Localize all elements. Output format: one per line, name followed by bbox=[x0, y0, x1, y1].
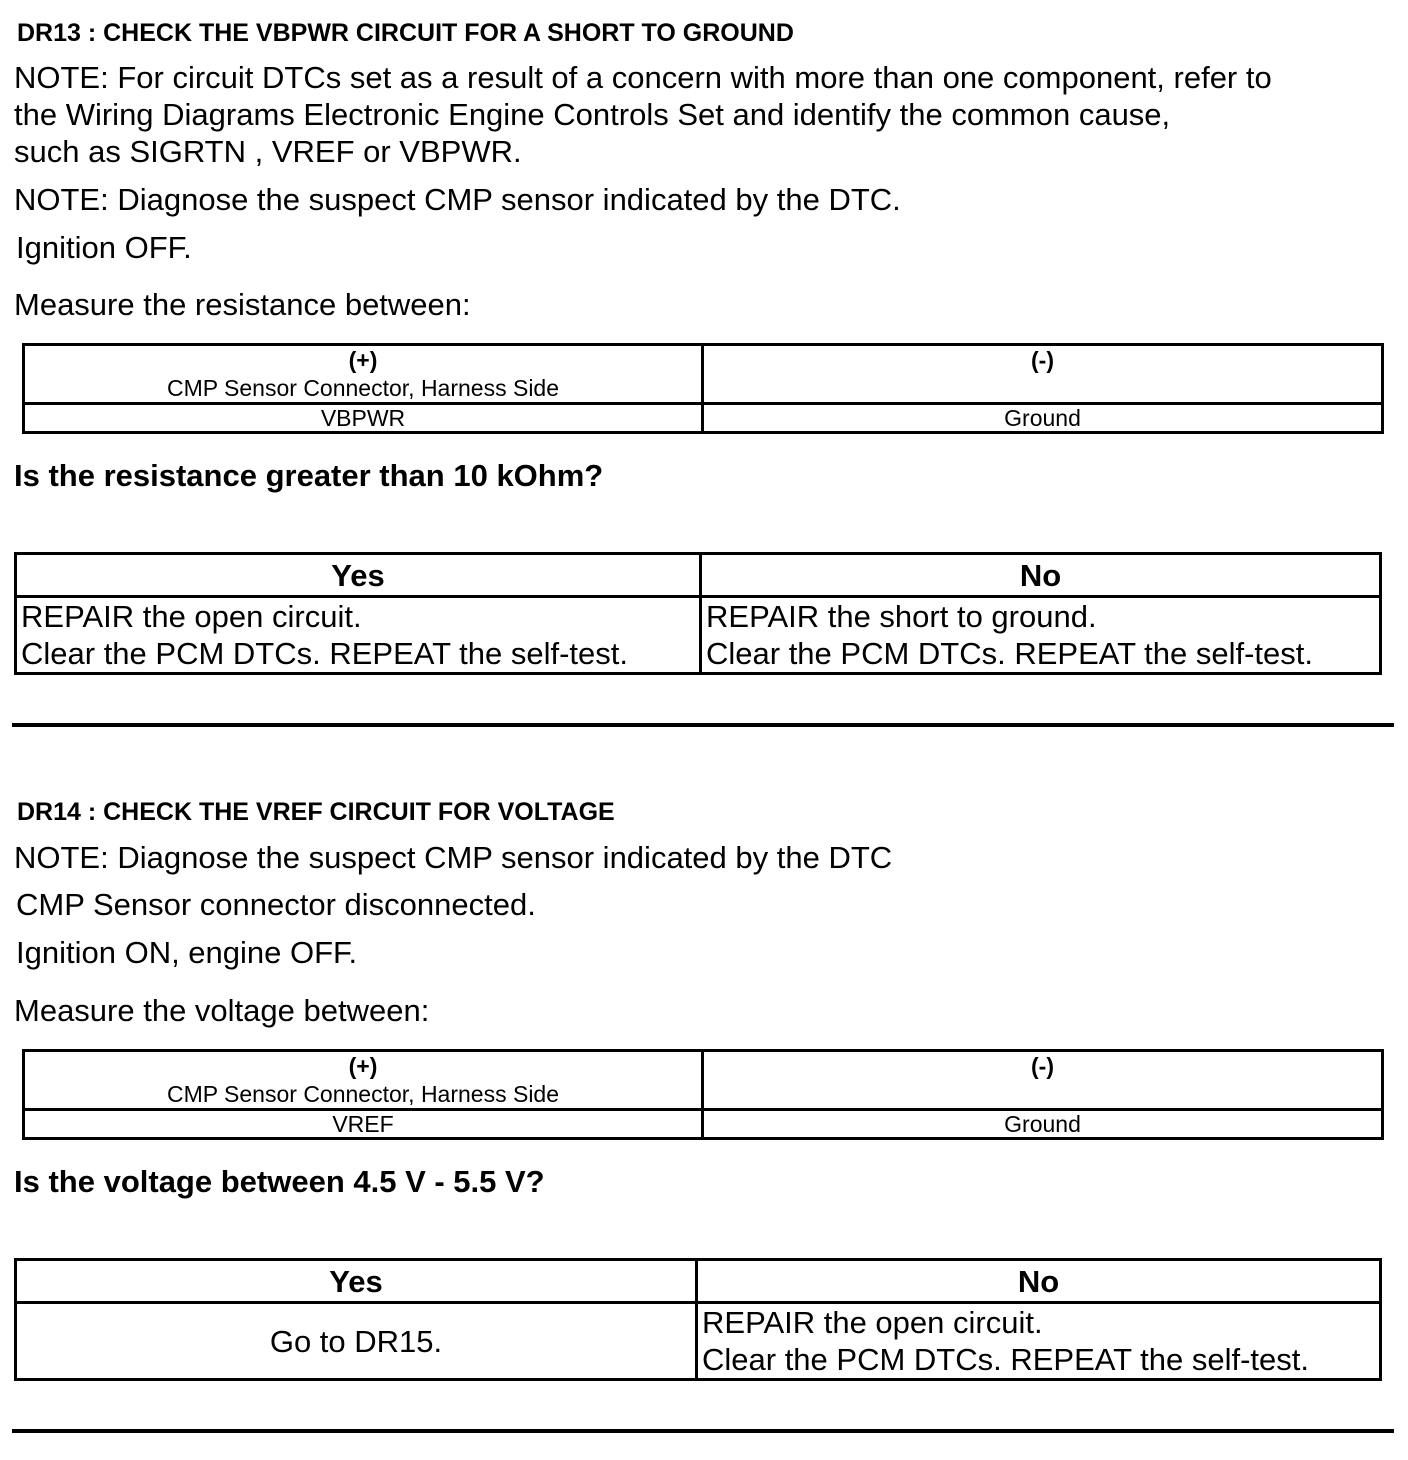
dr14-neg-header-cell bbox=[703, 1051, 1383, 1110]
dr13-yes-line2: Clear the PCM DTCs. REPEAT the self-test. bbox=[21, 636, 628, 671]
dr14-pos-header-cell bbox=[24, 1051, 703, 1110]
dr14-note1: NOTE: Diagnose the suspect CMP sensor indicated by the DTC bbox=[14, 840, 893, 875]
dr14-step-connector: CMP Sensor connector disconnected. bbox=[16, 887, 536, 922]
section-divider bbox=[12, 723, 1394, 727]
dr13-step-ignition: Ignition OFF. bbox=[16, 230, 192, 265]
dr13-measure-label: Measure the resistance between: bbox=[14, 287, 471, 322]
bottom-divider bbox=[12, 1429, 1394, 1433]
dr13-pos-sub: CMP Sensor Connector, Harness Side bbox=[166, 375, 560, 401]
dr13-pos-header-cell bbox=[24, 345, 703, 404]
dr14-no-line1: REPAIR the open circuit. bbox=[702, 1305, 1043, 1340]
dr13-note1-line2: the Wiring Diagrams Electronic Engine Controls Set and identify the common cause, bbox=[14, 97, 1171, 132]
dr13-heading: DR13 : CHECK THE VBPWR CIRCUIT FOR A SHORT TO GROUND bbox=[17, 19, 794, 47]
dr13-neg-value: Ground bbox=[703, 404, 1383, 433]
dr13-question: Is the resistance greater than 10 kOhm? bbox=[14, 458, 604, 493]
dr13-note1-line3: such as SIGRTN , VREF or VBPWR. bbox=[14, 134, 522, 169]
dr14-neg-header: (-) bbox=[1031, 1053, 1054, 1079]
dr13-note2: NOTE: Diagnose the suspect CMP sensor indicated by the DTC. bbox=[14, 182, 901, 217]
dr14-measure-table bbox=[22, 1049, 1384, 1140]
dr14-heading: DR14 : CHECK THE VREF CIRCUIT FOR VOLTAGE bbox=[17, 798, 615, 826]
dr14-step-ignition: Ignition ON, engine OFF. bbox=[16, 935, 358, 970]
dr14-no-header: No bbox=[697, 1260, 1381, 1303]
dr13-note1-line1: NOTE: For circuit DTCs set as a result of a concern with more than one component, refer to bbox=[14, 60, 1272, 95]
dr13-neg-header: (-) bbox=[1031, 347, 1054, 373]
dr13-no-line2: Clear the PCM DTCs. REPEAT the self-test. bbox=[706, 636, 1313, 671]
dr13-yes-line1: REPAIR the open circuit. bbox=[21, 599, 362, 634]
dr13-no-cell bbox=[701, 597, 1381, 674]
dr14-result-table bbox=[14, 1258, 1382, 1381]
dr13-no-line1: REPAIR the short to ground. bbox=[706, 599, 1097, 634]
dr13-yes-header: Yes bbox=[16, 554, 701, 597]
dr14-neg-value: Ground bbox=[703, 1110, 1383, 1139]
dr13-neg-header-cell bbox=[703, 345, 1383, 404]
dr13-result-table bbox=[14, 552, 1382, 675]
dr13-measure-table bbox=[22, 343, 1384, 434]
dr14-question: Is the voltage between 4.5 V - 5.5 V? bbox=[14, 1164, 545, 1199]
dr14-no-cell bbox=[697, 1303, 1381, 1380]
dr14-yes-header: Yes bbox=[16, 1260, 697, 1303]
dr14-pos-sub: CMP Sensor Connector, Harness Side bbox=[166, 1081, 560, 1107]
dr14-pos-value: VREF bbox=[24, 1110, 703, 1139]
dr14-yes-cell: Go to DR15. bbox=[16, 1303, 697, 1380]
dr13-pos-value: VBPWR bbox=[24, 404, 703, 433]
dr14-measure-label: Measure the voltage between: bbox=[14, 993, 430, 1028]
dr14-pos-header: (+) bbox=[348, 1053, 378, 1079]
dr14-no-line2: Clear the PCM DTCs. REPEAT the self-test. bbox=[702, 1342, 1309, 1377]
dr13-no-header: No bbox=[701, 554, 1381, 597]
dr13-yes-cell bbox=[16, 597, 701, 674]
dr13-pos-header: (+) bbox=[348, 347, 378, 373]
